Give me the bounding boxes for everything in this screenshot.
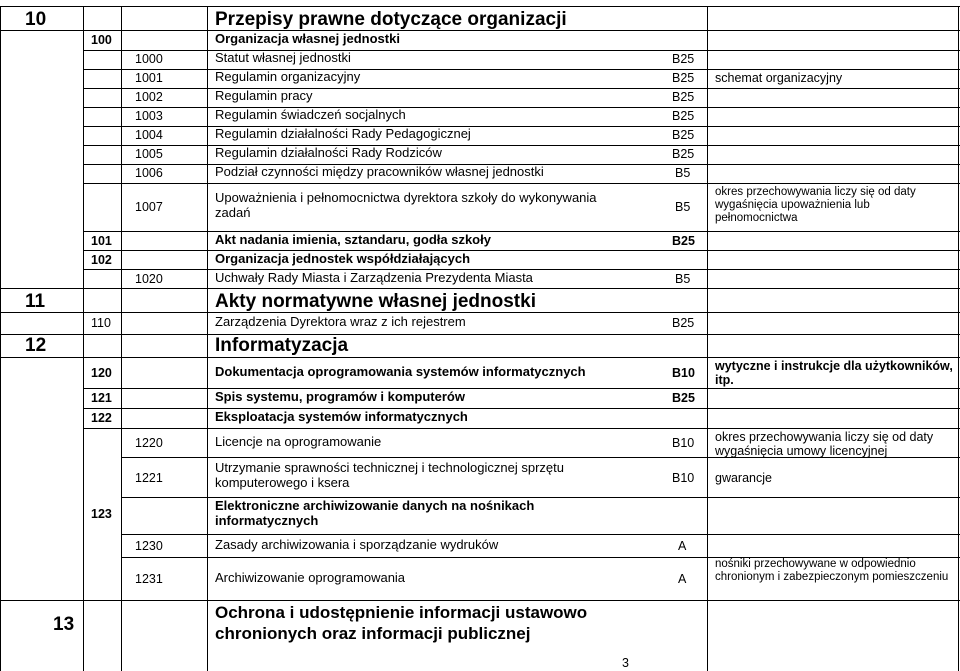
- group-number: 120: [91, 366, 112, 380]
- item-number: 1007: [135, 200, 163, 214]
- row-line: [0, 357, 960, 358]
- section-number: 11: [25, 291, 46, 312]
- item-number: 1020: [135, 272, 163, 286]
- row-line: [83, 183, 960, 184]
- item-title: Regulamin działalności Rady Rodziców: [215, 145, 442, 160]
- group-title: Organizacja jednostek współdziałających: [215, 251, 471, 266]
- item-category: B25: [672, 71, 695, 85]
- item-category: B5: [675, 200, 691, 214]
- page-number: 3: [622, 656, 629, 670]
- group-number: 100: [91, 33, 112, 47]
- item-category: B25: [672, 128, 695, 142]
- item-number: 1230: [135, 539, 163, 553]
- item-title: Regulamin świadczeń socjalnych: [215, 107, 406, 122]
- item-number: 1006: [135, 166, 163, 180]
- item-number: 1231: [135, 572, 163, 586]
- item-number: 1221: [135, 471, 163, 485]
- row-line: [0, 334, 960, 335]
- col-line-1: [0, 6, 1, 671]
- item-number: 1003: [135, 109, 163, 123]
- group-category: B25: [672, 316, 695, 330]
- section-title: Przepisy prawne dotyczące organizacji: [215, 9, 567, 30]
- table-border-top: [0, 6, 960, 7]
- item-note: okres przechowywania liczy się od daty wygaśnięcia upoważnienia lub pełnomocnictwa: [715, 186, 916, 224]
- group-title: Zarządzenia Dyrektora wraz z ich rejestrem: [215, 314, 466, 329]
- item-title: Upoważnienia i pełnomocnictwa dyrektora szkoły do wykonywania zadań: [215, 190, 597, 220]
- item-category: B10: [672, 471, 695, 485]
- item-number: 1005: [135, 147, 163, 161]
- group-title: Elektroniczne archiwizowanie danych na nośnikach informatycznych: [215, 498, 535, 528]
- group-number: 122: [91, 411, 112, 425]
- group-category: B25: [672, 234, 695, 248]
- col-line-2: [83, 6, 84, 671]
- section-title: Akty normatywne własnej jednostki: [215, 291, 536, 312]
- item-title: Archiwizowanie oprogramowania: [215, 570, 406, 585]
- group-category: B25: [672, 391, 695, 405]
- group-number: 101: [91, 234, 112, 248]
- section-number: 13: [53, 614, 75, 635]
- item-title: Utrzymanie sprawności technicznej i technologicznej sprzętu komputerowego i ksera: [215, 460, 564, 490]
- item-note: schemat organizacyjny: [715, 71, 843, 85]
- item-category: B5: [675, 166, 691, 180]
- item-category: B5: [675, 272, 691, 286]
- item-note: gwarancje: [715, 471, 772, 485]
- row-line: [121, 534, 960, 535]
- item-note: okres przechowywania liczy się od daty wygaśnięcia umowy licencyjnej: [715, 430, 934, 459]
- row-line: [83, 428, 960, 429]
- item-number: 1001: [135, 71, 163, 85]
- group-note: wytyczne i instrukcje dla użytkowników, itp.: [715, 359, 953, 388]
- row-line: [0, 288, 960, 289]
- section-title: Informatyzacja: [215, 335, 349, 356]
- item-title: Statut własnej jednostki: [215, 50, 351, 65]
- item-number: 1002: [135, 90, 163, 104]
- item-title: Licencje na oprogramowanie: [215, 434, 382, 449]
- col-line-4: [207, 6, 208, 671]
- item-note: nośniki przechowywane w odpowiednio chronionym i zabezpieczonym pomieszczeniu: [715, 558, 949, 584]
- item-category: B25: [672, 109, 695, 123]
- group-title: Spis systemu, programów i komputerów: [215, 389, 465, 404]
- item-category: A: [678, 539, 687, 553]
- item-category: A: [678, 572, 687, 586]
- section-title: Ochrona i udostępnienie informacji ustawowo chronionych oraz informacji publicznej: [215, 603, 588, 643]
- group-number: 121: [91, 391, 112, 405]
- row-line: [0, 600, 960, 601]
- item-title: Regulamin pracy: [215, 88, 313, 103]
- group-number: 123: [91, 507, 112, 521]
- item-number: 1000: [135, 52, 163, 66]
- item-title: Podział czynności między pracowników własnej jednostki: [215, 164, 544, 179]
- section-number: 12: [25, 335, 47, 356]
- group-title: Akt nadania imienia, sztandaru, godła szkoły: [215, 232, 491, 247]
- item-category: B25: [672, 147, 695, 161]
- group-title: Organizacja własnej jednostki: [215, 31, 400, 46]
- col-line-6: [958, 6, 959, 671]
- group-title: Dokumentacja oprogramowania systemów informatycznych: [215, 364, 586, 379]
- col-line-5: [707, 6, 708, 671]
- group-title: Eksploatacja systemów informatycznych: [215, 409, 468, 424]
- section-number: 10: [25, 9, 47, 30]
- item-category: B25: [672, 52, 695, 66]
- item-title: Zasady archiwizowania i sporządzanie wydruków: [215, 537, 499, 552]
- item-number: 1220: [135, 436, 163, 450]
- item-title: Uchwały Rady Miasta i Zarządzenia Prezydenta Miasta: [215, 270, 533, 285]
- item-title: Regulamin organizacyjny: [215, 69, 361, 84]
- group-number: 102: [91, 253, 112, 267]
- group-category: B10: [672, 366, 695, 380]
- item-title: Regulamin działalności Rady Pedagogicznej: [215, 126, 471, 141]
- col-line-3: [121, 6, 122, 671]
- item-category: B25: [672, 90, 695, 104]
- group-number: 110: [91, 316, 111, 330]
- item-number: 1004: [135, 128, 163, 142]
- item-category: B10: [672, 436, 695, 450]
